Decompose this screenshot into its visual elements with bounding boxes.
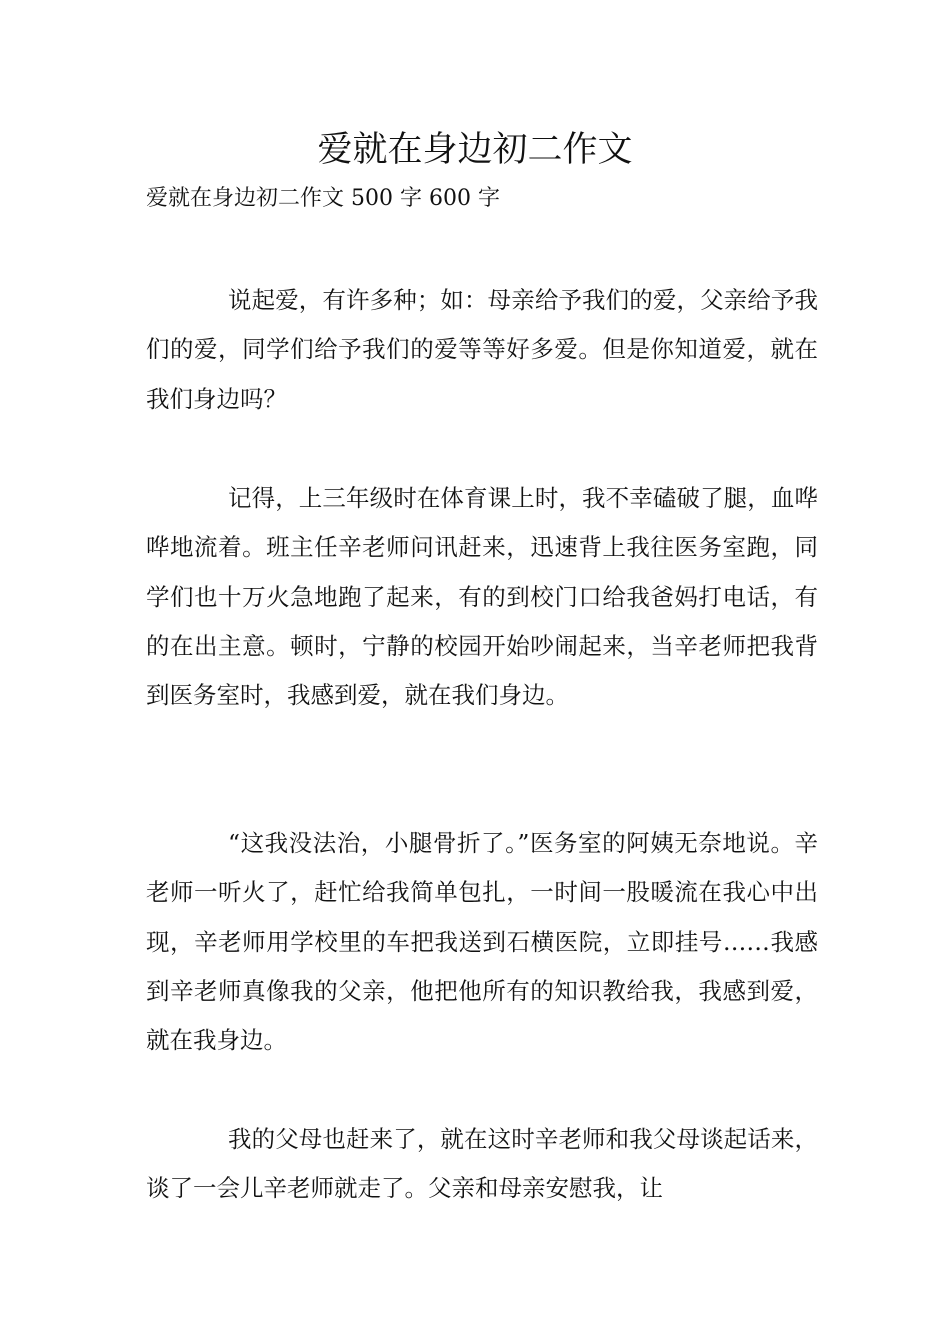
document-subtitle: 爱就在身边初二作文 500 字 600 字 bbox=[146, 186, 500, 211]
document-title: 爱就在身边初二作文 bbox=[317, 130, 633, 170]
paragraph: 说起爱，有许多种；如：母亲给予我们的爱，父亲给予我们的爱，同学们给予我们的爱等等好多爱。但是你知道爱，就在我们身边吗？ bbox=[146, 286, 818, 413]
paragraph: “这我没法治，小腿骨折了。”医务室的阿姨无奈地说。辛老师一听火了，赶忙给我简单包扎，一时间一股暖流在我心中出现，辛老师用学校里的车把我送到石横医院，立即挂号……我感到辛老师真像我的父亲，他把他所有的知识教给我，我感到爱，就在我身边。 bbox=[146, 829, 818, 1055]
paragraph: 记得，上三年级时在体育课上时，我不幸磕破了腿，血哗哗地流着。班主任辛老师问讯赶来，迅速背上我往医务室跑，同学们也十万火急地跑了起来，有的到校门口给我爸妈打电话，有的在出主意。顿时，宁静的校园开始吵闹起来，当辛老师把我背到医务室时，我感到爱，就在我们身边。 bbox=[146, 484, 818, 710]
paragraph: 我的父母也赶来了，就在这时辛老师和我父母谈起话来，谈了一会儿辛老师就走了。父亲和母亲安慰我，让 bbox=[146, 1125, 818, 1203]
